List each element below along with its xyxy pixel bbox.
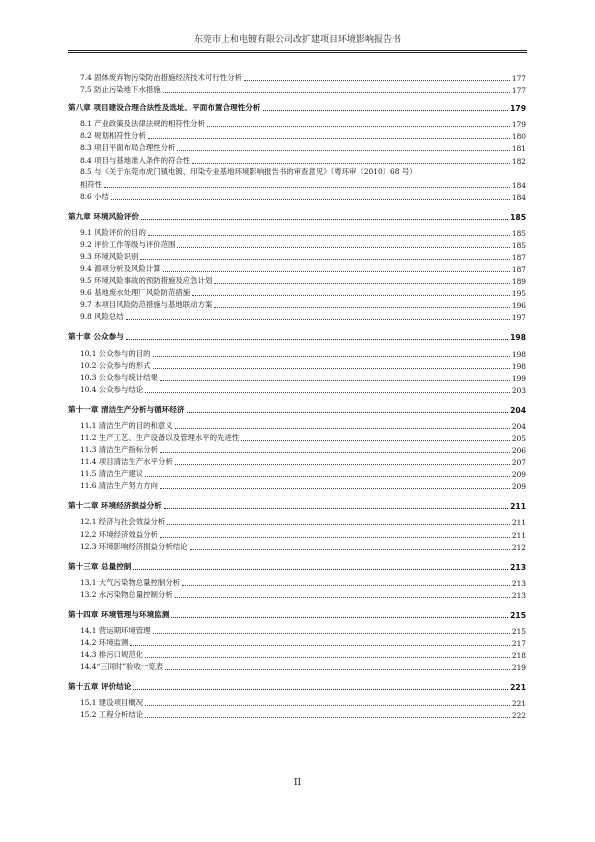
- toc-dot-leader: [190, 549, 510, 550]
- toc-dot-leader: [175, 464, 510, 465]
- toc-page-number: 187: [511, 252, 526, 262]
- toc-entry-title: 第十一章 清洁生产分析与循环经济: [68, 404, 185, 414]
- toc-section-entry[interactable]: [68, 527, 526, 539]
- toc-page-number: 221: [511, 699, 526, 709]
- toc-dot-leader: [133, 689, 508, 690]
- toc-section-entry[interactable]: [68, 262, 526, 274]
- table-of-contents: [68, 71, 526, 720]
- toc-entry-title: 11.6 清洁生产努力方向: [80, 481, 158, 491]
- toc-section-entry[interactable]: [68, 166, 526, 190]
- toc-section-entry[interactable]: [68, 71, 526, 83]
- toc-dot-leader: [130, 645, 510, 646]
- toc-page-number: 179: [510, 104, 526, 114]
- toc-dot-leader: [214, 283, 510, 284]
- toc-entry-title: 14.4“三同时”验收一览表: [80, 662, 164, 672]
- toc-body: [68, 71, 526, 720]
- toc-page-number: 211: [511, 530, 526, 540]
- toc-entry-title: 9.7 本项目风险防范措施与基地联动方案: [80, 300, 213, 310]
- toc-dot-leader: [133, 569, 508, 570]
- toc-page-number: 211: [511, 518, 526, 528]
- toc-page-number: 199: [511, 373, 526, 383]
- toc-dot-leader: [175, 428, 510, 429]
- toc-entry-title: 7.4 固体废弃物污染防治措施经济技术可行性分析: [80, 73, 242, 83]
- toc-section-entry[interactable]: [68, 467, 526, 479]
- toc-entry-title: 9.1 风险评价的目的: [80, 227, 146, 237]
- toc-entry-title: 12.3 环境影响经济损益分析结论: [80, 541, 188, 551]
- toc-page-number: 184: [511, 192, 526, 202]
- toc-dot-leader: [111, 199, 510, 200]
- toc-section-entry[interactable]: [68, 238, 526, 250]
- toc-entry-title: 9.4 源项分析及风险计算: [80, 264, 161, 274]
- toc-entry-title: 7.5 防止污染地下水措施: [80, 85, 161, 95]
- toc-entry-title: 第十五章 评价结论: [68, 682, 132, 692]
- toc-dot-leader: [153, 356, 510, 357]
- toc-page-number: 198: [511, 349, 526, 359]
- toc-entry-title: 11.2 生产工艺、生产设备以及管理水平的先进性: [80, 432, 240, 442]
- toc-entry-title: 14.2 环境监测: [80, 638, 129, 647]
- toc-page-number: 213: [511, 590, 526, 600]
- toc-section-entry[interactable]: [68, 83, 526, 95]
- toc-dot-leader: [263, 110, 509, 111]
- toc-section-entry[interactable]: [68, 624, 526, 636]
- toc-entry-title: 10.2 公众参与的形式: [80, 360, 151, 370]
- toc-section-entry[interactable]: [68, 310, 526, 322]
- toc-entry-title: 8.1 产业政策及法律法规的相符性分析: [80, 119, 205, 129]
- toc-section-entry[interactable]: [68, 190, 526, 202]
- toc-entry-title: 第十四章 环境管理与环境监测: [68, 609, 170, 619]
- toc-dot-leader: [160, 537, 510, 538]
- toc-page-number: 212: [511, 542, 526, 552]
- toc-dot-leader: [145, 717, 510, 718]
- toc-dot-leader: [192, 295, 510, 296]
- toc-entry-title: 第十二章 环境经济损益分析: [68, 501, 162, 511]
- toc-page-number: 205: [511, 433, 526, 443]
- toc-page-number: 215: [511, 626, 526, 636]
- toc-entry-title: 14.3 排污口规范化: [80, 650, 144, 660]
- toc-entry-title: 第八章 项目建设合理合法性及选址、平面布置合理性分析: [68, 103, 261, 113]
- toc-page-number: 185: [511, 240, 526, 250]
- toc-dot-leader: [175, 597, 510, 598]
- toc-dot-leader: [148, 235, 510, 236]
- toc-entry-title: 11.3 清洁生产指标分析: [80, 445, 158, 455]
- toc-section-entry[interactable]: [68, 431, 526, 443]
- toc-entry-title: 8.6 小结: [80, 191, 109, 201]
- page-number: II: [293, 778, 302, 788]
- running-header: 东莞市上和电镀有限公司改扩建项目环境影响报告书: [68, 30, 527, 51]
- toc-page-number: 177: [511, 86, 526, 96]
- toc-page-number: 207: [511, 458, 526, 468]
- toc-dot-leader: [244, 80, 510, 81]
- toc-entry-title: 8.2 规划相符性分析: [80, 131, 146, 141]
- toc-section-entry[interactable]: [68, 129, 526, 141]
- toc-page-number: 180: [511, 132, 526, 142]
- toc-page-number: 219: [511, 663, 526, 673]
- toc-page-number: 179: [511, 120, 526, 130]
- toc-page-number: 221: [510, 683, 526, 693]
- toc-section-entry[interactable]: [68, 250, 526, 262]
- toc-entry-title: 10.4 公众参与结论: [80, 384, 144, 394]
- toc-dot-leader: [167, 524, 510, 525]
- toc-page-number: 204: [510, 405, 526, 415]
- toc-page-number: 195: [511, 289, 526, 299]
- toc-section-entry[interactable]: [68, 696, 526, 708]
- toc-section-entry[interactable]: [68, 660, 526, 672]
- toc-section-entry[interactable]: [68, 359, 526, 371]
- toc-dot-leader: [160, 488, 510, 489]
- toc-dot-leader: [182, 585, 510, 586]
- toc-entry-title-cont: 相符性: [80, 179, 103, 189]
- toc-entry-title: 11.5 清洁生产建议: [80, 469, 144, 479]
- toc-section-entry[interactable]: [68, 346, 526, 358]
- toc-page-number: 215: [510, 610, 526, 620]
- toc-page-number: 182: [511, 156, 526, 166]
- toc-entry-title: 9.8 风险总结: [80, 312, 124, 322]
- toc-section-entry[interactable]: [68, 286, 526, 298]
- toc-section-entry[interactable]: [68, 371, 526, 383]
- toc-section-entry[interactable]: [68, 540, 526, 552]
- toc-dot-leader: [187, 412, 509, 413]
- toc-chapter-entry[interactable]: [68, 497, 526, 511]
- toc-section-entry[interactable]: [68, 141, 526, 153]
- toc-dot-leader: [145, 476, 510, 477]
- toc-section-entry[interactable]: [68, 708, 526, 720]
- toc-chapter-entry[interactable]: [68, 328, 526, 342]
- toc-page-number: 211: [510, 502, 526, 512]
- toc-dot-leader: [160, 380, 510, 381]
- toc-dot-leader: [192, 163, 510, 164]
- toc-dot-leader: [207, 126, 510, 127]
- toc-section-entry[interactable]: [68, 515, 526, 527]
- toc-entry-title: 9.5 环境风险事故的预防措施及应急计划: [80, 276, 213, 286]
- toc-chapter-entry[interactable]: [68, 678, 526, 692]
- toc-section-entry[interactable]: [68, 419, 526, 431]
- toc-page-number: 213: [511, 578, 526, 588]
- toc-dot-leader: [160, 452, 510, 453]
- toc-dot-leader: [145, 705, 510, 706]
- toc-dot-leader: [177, 247, 509, 248]
- toc-section-entry[interactable]: [68, 383, 526, 395]
- toc-entry-continuation: [80, 178, 526, 190]
- toc-page-number: 181: [511, 144, 526, 154]
- toc-dot-leader: [177, 150, 509, 151]
- toc-page-number: 204: [511, 421, 526, 431]
- toc-section-entry[interactable]: [68, 274, 526, 286]
- toc-page-number: 198: [510, 333, 526, 343]
- toc-section-entry[interactable]: [68, 648, 526, 660]
- toc-page-number: 185: [510, 212, 526, 222]
- toc-entry-title: 9.6 基地废水处理厂风险防范措施: [80, 288, 191, 298]
- toc-section-entry[interactable]: [68, 298, 526, 310]
- toc-dot-leader: [241, 440, 510, 441]
- toc-section-entry[interactable]: [68, 588, 526, 600]
- toc-chapter-entry[interactable]: [68, 558, 526, 572]
- toc-entry-title: 14.1 营运期环境管理: [80, 625, 151, 635]
- toc-page-number: 203: [511, 385, 526, 395]
- toc-dot-leader: [126, 339, 508, 340]
- toc-dot-leader: [148, 138, 510, 139]
- toc-entry-title: 第十章 公众参与: [68, 332, 124, 342]
- toc-dot-leader: [145, 657, 510, 658]
- toc-entry-title: 12.1 经济与社会效益分析: [80, 517, 166, 527]
- toc-entry-title: 8.3 项目平面布局合理性分析: [80, 143, 176, 153]
- toc-dot-leader: [126, 319, 510, 320]
- toc-dot-leader: [163, 92, 510, 93]
- toc-page-number: 184: [511, 180, 526, 190]
- toc-chapter-entry[interactable]: [68, 606, 526, 620]
- toc-dot-leader: [145, 392, 510, 393]
- toc-section-entry[interactable]: [68, 576, 526, 588]
- toc-page-number: 213: [510, 562, 526, 572]
- toc-section-entry[interactable]: [68, 226, 526, 238]
- toc-page-number: 218: [511, 651, 526, 661]
- toc-page-number: 197: [511, 313, 526, 323]
- toc-page-number: 206: [511, 446, 526, 456]
- toc-entry-title: 10.1 公众参与的目的: [80, 348, 151, 358]
- toc-chapter-entry[interactable]: [68, 208, 526, 222]
- toc-page-number: 209: [511, 470, 526, 480]
- toc-entry-title: 10.3 公众参与统计结果: [80, 372, 158, 382]
- toc-entry-title: 15.2 工程分析结论: [80, 710, 144, 720]
- toc-entry-title: 12.2 环境经济效益分析: [80, 529, 158, 539]
- toc-entry-title: 9.3 环境风险识别: [80, 251, 139, 261]
- toc-dot-leader: [163, 271, 510, 272]
- toc-dot-leader: [214, 307, 510, 308]
- toc-entry-title: 13.2 水污染物总量控制分析: [80, 589, 173, 599]
- toc-entry-title: 第九章 环境风险评价: [68, 211, 139, 221]
- toc-page-number: 187: [511, 265, 526, 275]
- toc-entry-title: 15.1 建设项目概况: [80, 698, 144, 708]
- toc-entry-title: 8.4 项目与基地准入条件的符合性: [80, 155, 191, 165]
- toc-section-entry[interactable]: [68, 455, 526, 467]
- toc-page-number: 189: [511, 277, 526, 287]
- toc-entry-title: 第十三章 总量控制: [68, 561, 132, 571]
- toc-section-entry[interactable]: [68, 99, 526, 113]
- toc-page-number: 177: [511, 74, 526, 84]
- toc-dot-leader: [153, 633, 510, 634]
- toc-entry-title: 9.2 评价工作等级与评价范围: [80, 239, 176, 249]
- toc-page-number: 217: [511, 639, 526, 648]
- toc-section-entry[interactable]: [68, 443, 526, 455]
- toc-dot-leader: [140, 259, 509, 260]
- toc-page-number: 209: [511, 482, 526, 492]
- toc-page-number: 198: [511, 361, 526, 371]
- toc-chapter-entry[interactable]: [68, 401, 526, 415]
- toc-page-number: 222: [511, 711, 526, 721]
- toc-section-entry[interactable]: [68, 117, 526, 129]
- toc-page-number: 196: [511, 301, 526, 311]
- toc-dot-leader: [104, 187, 510, 188]
- toc-section-entry[interactable]: [68, 153, 526, 165]
- toc-dot-leader: [164, 508, 508, 509]
- toc-entry-title: 8.5 与《关于东莞市虎门镇电镀、印染专业基地环境影响报告书的审查意见》（粤环审〔2010〕68 号）: [80, 166, 417, 176]
- toc-entry-title: 11.4 项目清洁生产水平分析: [80, 457, 173, 467]
- toc-section-entry[interactable]: [68, 636, 526, 648]
- toc-page-number: 185: [511, 228, 526, 238]
- toc-entry-title: 11.1 清洁生产的目的和意义: [80, 420, 173, 430]
- toc-entry-title: 13.1 大气污染物总量控制分析: [80, 577, 181, 587]
- toc-dot-leader: [141, 219, 508, 220]
- toc-section-entry[interactable]: [68, 479, 526, 491]
- toc-dot-leader: [165, 669, 510, 670]
- toc-dot-leader: [153, 368, 510, 369]
- toc-dot-leader: [171, 617, 508, 618]
